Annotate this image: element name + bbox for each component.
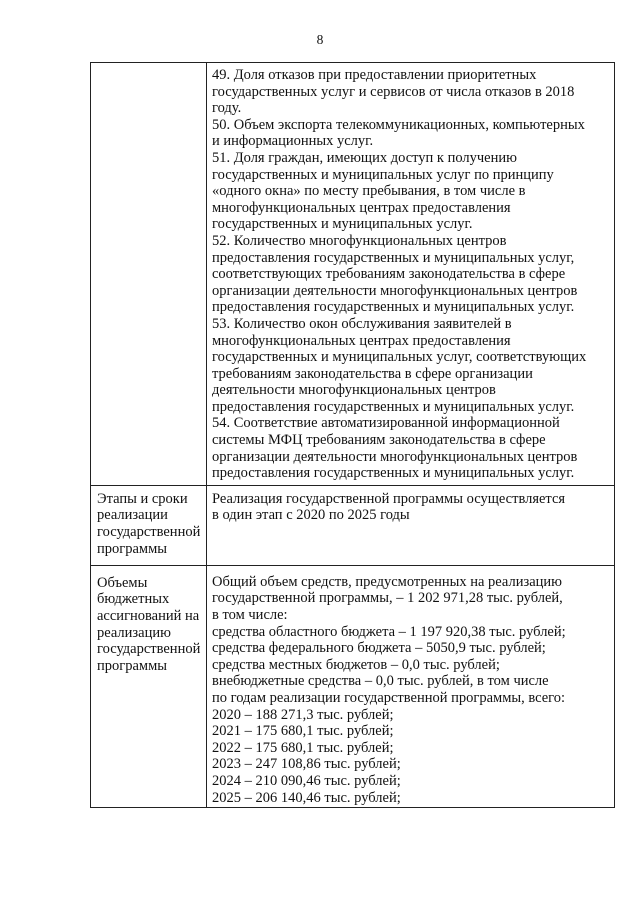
funding-year-2023: 2023 – 247 108,86 тыс. рублей;: [212, 756, 401, 773]
indicator-49: 49. Доля отказов при предоставлении приоритетных государственных услуг и сервисов от числа отказов в 2018 году.: [212, 67, 575, 117]
table-row-target-indicators: [91, 63, 615, 486]
funding-year-2025: 2025 – 206 140,46 тыс. рублей;: [212, 789, 401, 806]
funding-federal: средства федерального бюджета – 5050,9 тыс. рублей;: [212, 640, 546, 657]
indicator-54: 54. Соответствие автоматизированной информационной системы МФЦ требованиям законодательства в сфере организации деятельности многофункциональных центров предоставления государственных и муниципальных услуг.: [212, 415, 578, 482]
table-row-funding: [91, 565, 615, 807]
indicator-53: 53. Количество окон обслуживания заявителей в многофункциональных центрах предоставления государственных и муниципальных услуг, соответствующих требованиям законодательства в сфере организации деятельности многофункциональных центров предоставления государственных и муниципальных услуг.: [212, 315, 587, 415]
page-number: 8: [316, 32, 324, 47]
funding-label-cell: Объемы бюджетных ассигнований на реализацию государственной программы: [91, 565, 207, 807]
funding-year-2021: 2021 – 175 680,1 тыс. рублей;: [212, 723, 394, 740]
table-row-stages: [91, 485, 615, 565]
passport-table: [90, 62, 615, 808]
funding-year-2020: 2020 – 188 271,3 тыс. рублей;: [212, 706, 394, 723]
indicator-50: 50. Объем экспорта телекоммуникационных, компьютерных и информационных услуг.: [212, 116, 585, 150]
stages-label-cell: Этапы и сроки реализации государственной программы: [91, 485, 207, 565]
funding-total: Общий объем средств, предусмотренных на реализацию: [212, 573, 562, 590]
stages-value-cell: Реализация государственной программы осуществляется в один этап с 2020 по 2025 годы: [207, 485, 615, 565]
funding-value-cell: Общий объем средств, предусмотренных на реализацию государственной программы, – 1 202 971,28 тыс. рублей, в том числе: средства областного бюджета – 1 197 920,38 тыс. рублей; средства федерального бюджета – 5050,9 тыс. рублей; средства местных бюджетов – 0,0 тыс. рублей; внебюджетные средства – 0,0 тыс. рублей, в том числе по годам реализации государственной программы, всего: 2020 – 188 271,3 тыс. рублей; 2021 – 175 680,1 тыс. рублей; 2022 – 175 680,1 тыс. рублей; 2023 – 247 108,86 тыс. рублей; 2024 – 210 090,46 тыс. рублей; 2025 – 206 140,46 тыс. рублей;: [207, 565, 615, 807]
funding-year-2024: 2024 – 210 090,46 тыс. рублей;: [212, 772, 401, 789]
row-label-empty: [91, 63, 207, 486]
funding-extrabudgetary: внебюджетные средства – 0,0 тыс. рублей, в том числе: [212, 673, 549, 690]
target-indicators-cell: [207, 63, 615, 486]
funding-year-2022: 2022 – 175 680,1 тыс. рублей;: [212, 739, 394, 756]
indicator-52: 52. Количество многофункциональных центров предоставления государственных и муниципальных услуг, соответствующих требованиям законодательства в сфере организации деятельности многофункциональных центров предоставления государственных и муниципальных услуг.: [212, 232, 578, 316]
funding-local: средства местных бюджетов – 0,0 тыс. рублей;: [212, 656, 500, 673]
indicator-51: 51. Доля граждан, имеющих доступ к получению государственных и муниципальных услуг по принципу «одного окна» по месту пребывания, в том числе в многофункциональных центрах предоставления государственных и муниципальных услуг.: [212, 149, 554, 233]
funding-regional: средства областного бюджета – 1 197 920,38 тыс. рублей;: [212, 623, 566, 640]
